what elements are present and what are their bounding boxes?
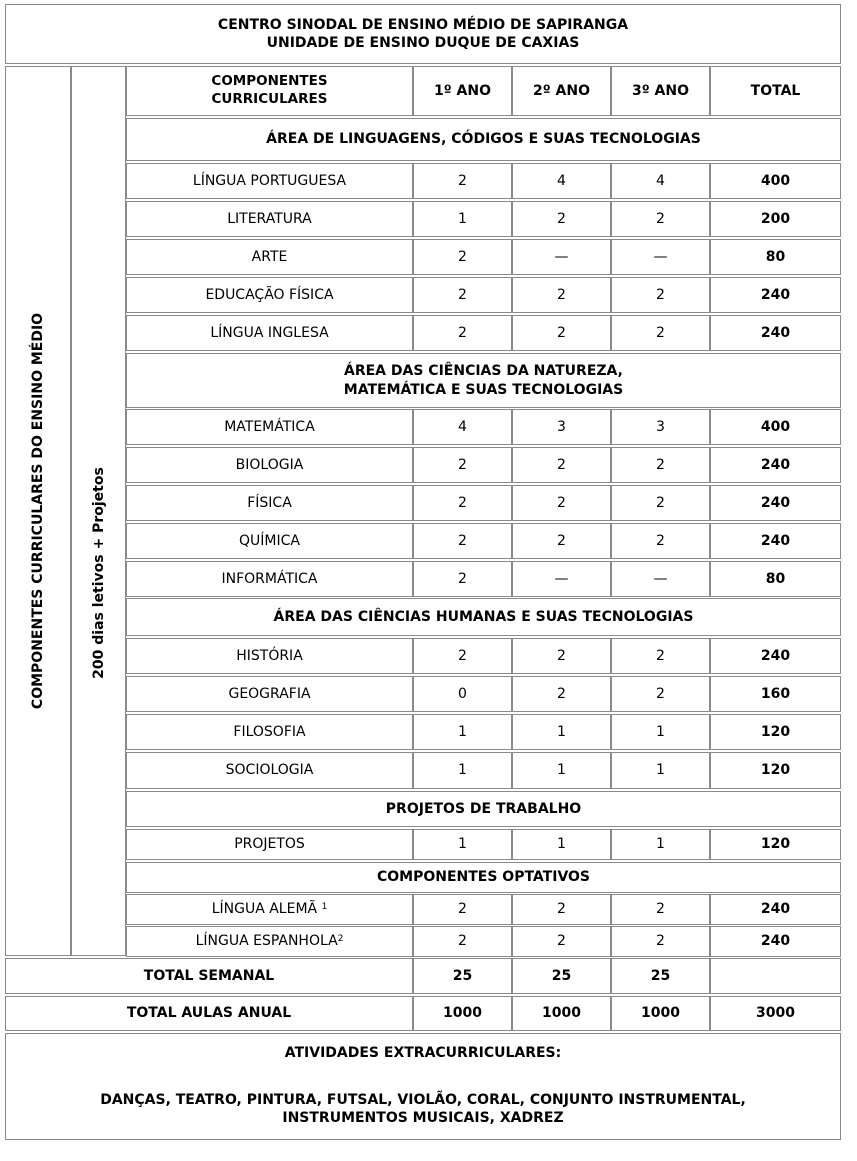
year2-value: 2	[512, 201, 611, 237]
area-header-linguagens: ÁREA DE LINGUAGENS, CÓDIGOS E SUAS TECNOLOGIAS	[126, 118, 841, 161]
year2-value: 4	[512, 163, 611, 199]
year1-value: 0	[413, 676, 512, 712]
extracurricular-line2: INSTRUMENTOS MUSICAIS, XADREZ	[282, 1110, 564, 1127]
school-name: CENTRO SINODAL DE ENSINO MÉDIO DE SAPIRANGA	[217, 16, 629, 33]
area-header-optativos: COMPONENTES OPTATIVOS	[126, 862, 841, 893]
total-value: 240	[710, 315, 841, 351]
component-name: BIOLOGIA	[126, 447, 413, 483]
year1-value: 1	[413, 201, 512, 237]
total-value: 240	[710, 447, 841, 483]
year3-value: —	[611, 561, 710, 597]
total-semanal-label: TOTAL SEMANAL	[5, 958, 413, 994]
component-name: QUÍMICA	[126, 523, 413, 559]
area-header-projetos: PROJETOS DE TRABALHO	[126, 791, 841, 827]
year2-value: 2	[512, 894, 611, 925]
component-name	[126, 894, 413, 925]
area-header-ciencias-natureza	[126, 353, 841, 408]
total-value: 80	[710, 239, 841, 275]
year2-value: 2	[512, 676, 611, 712]
year3-value: 1	[611, 829, 710, 860]
year1-value: 1000	[413, 996, 512, 1031]
year2-value: —	[512, 239, 611, 275]
year2-value: 1000	[512, 996, 611, 1031]
year2-value: —	[512, 561, 611, 597]
total-value: 160	[710, 676, 841, 712]
year1-value: 2	[413, 315, 512, 351]
components-ensino-medio-label: COMPONENTES CURRICULARES DO ENSINO MÉDIO	[30, 312, 46, 710]
year1-value: 2	[413, 561, 512, 597]
component-name: INFORMÁTICA	[126, 561, 413, 597]
col-header-year2: 2º ANO	[512, 66, 611, 116]
side-label-inner	[71, 66, 126, 956]
component-name-text: LÍNGUA ESPANHOLA	[195, 933, 338, 950]
document-header	[5, 4, 841, 64]
year3-value: 1	[611, 752, 710, 789]
year3-value: 1	[611, 714, 710, 750]
component-name-text: LÍNGUA ALEMÃ	[211, 901, 318, 918]
component-name: LÍNGUA INGLESA	[126, 315, 413, 351]
year2-value: 2	[512, 277, 611, 313]
year1-value: 2	[413, 926, 512, 957]
year2-value: 1	[512, 752, 611, 789]
total-value: 80	[710, 561, 841, 597]
area-header-line1: ÁREA DAS CIÊNCIAS DA NATUREZA,	[344, 363, 623, 380]
year3-value: 2	[611, 926, 710, 957]
col-header-year1: 1º ANO	[413, 66, 512, 116]
year1-value: 2	[413, 894, 512, 925]
dias-letivos-label: 200 dias letivos + Projetos	[90, 467, 107, 679]
component-name: FILOSOFIA	[126, 714, 413, 750]
component-name: GEOGRAFIA	[126, 676, 413, 712]
year3-value: 25	[611, 958, 710, 994]
total-value: 200	[710, 201, 841, 237]
year2-value: 1	[512, 829, 611, 860]
year2-value: 3	[512, 409, 611, 445]
total-anual-label: TOTAL AULAS ANUAL	[5, 996, 413, 1031]
total-value: 120	[710, 752, 841, 789]
year3-value: —	[611, 239, 710, 275]
year1-value: 2	[413, 239, 512, 275]
total-value: 120	[710, 829, 841, 860]
col-header-component	[126, 66, 413, 116]
side-label-outer	[5, 66, 71, 956]
component-name: SOCIOLOGIA	[126, 752, 413, 789]
extracurricular-section	[5, 1033, 841, 1140]
total-value: 240	[710, 638, 841, 674]
year1-value: 2	[413, 638, 512, 674]
component-name: FÍSICA	[126, 485, 413, 521]
col-header-component-label: COMPONENTES CURRICULARES	[211, 73, 328, 107]
extracurricular-title: ATIVIDADES EXTRACURRICULARES:	[284, 1045, 562, 1061]
year3-value: 2	[611, 676, 710, 712]
year3-value: 2	[611, 638, 710, 674]
year1-value: 2	[413, 277, 512, 313]
total-value: 240	[710, 894, 841, 925]
year1-value: 1	[413, 752, 512, 789]
year2-value: 2	[512, 926, 611, 957]
year1-value: 1	[413, 714, 512, 750]
component-name: LITERATURA	[126, 201, 413, 237]
total-value: 400	[710, 409, 841, 445]
footnote-marker: 1	[321, 901, 328, 912]
year1-value: 2	[413, 447, 512, 483]
component-name: HISTÓRIA	[126, 638, 413, 674]
col-header-year3: 3º ANO	[611, 66, 710, 116]
year3-value: 2	[611, 315, 710, 351]
year2-value: 1	[512, 714, 611, 750]
year3-value: 2	[611, 447, 710, 483]
area-header-line2: MATEMÁTICA E SUAS TECNOLOGIAS	[343, 381, 624, 398]
component-name: LÍNGUA PORTUGUESA	[126, 163, 413, 199]
component-name	[126, 926, 413, 957]
year3-value: 2	[611, 277, 710, 313]
component-name: EDUCAÇÃO FÍSICA	[126, 277, 413, 313]
component-name: ARTE	[126, 239, 413, 275]
year1-value: 25	[413, 958, 512, 994]
year3-value: 1000	[611, 996, 710, 1031]
total-value: 400	[710, 163, 841, 199]
area-header-humanas: ÁREA DAS CIÊNCIAS HUMANAS E SUAS TECNOLOGIAS	[126, 598, 841, 636]
total-value: 3000	[710, 996, 841, 1031]
total-value: 240	[710, 485, 841, 521]
year2-value: 2	[512, 638, 611, 674]
unit-name: UNIDADE DE ENSINO DUQUE DE CAXIAS	[266, 35, 580, 51]
year3-value: 4	[611, 163, 710, 199]
year3-value: 3	[611, 409, 710, 445]
total-value: 120	[710, 714, 841, 750]
total-value: 240	[710, 926, 841, 957]
total-value: 240	[710, 277, 841, 313]
component-name: MATEMÁTICA	[126, 409, 413, 445]
component-name: PROJETOS	[126, 829, 413, 860]
extracurricular-line1: DANÇAS, TEATRO, PINTURA, FUTSAL, VIOLÃO, CORAL, CONJUNTO INSTRUMENTAL,	[100, 1092, 746, 1109]
col-header-total: TOTAL	[710, 66, 841, 116]
total-value	[710, 958, 841, 994]
year2-value: 2	[512, 447, 611, 483]
total-value: 240	[710, 523, 841, 559]
year1-value: 2	[413, 523, 512, 559]
footnote-marker: 2	[337, 933, 344, 944]
year1-value: 1	[413, 829, 512, 860]
year2-value: 25	[512, 958, 611, 994]
year3-value: 2	[611, 894, 710, 925]
year2-value: 2	[512, 485, 611, 521]
year1-value: 2	[413, 485, 512, 521]
year3-value: 2	[611, 485, 710, 521]
year1-value: 2	[413, 163, 512, 199]
year3-value: 2	[611, 523, 710, 559]
year3-value: 2	[611, 201, 710, 237]
year1-value: 4	[413, 409, 512, 445]
year2-value: 2	[512, 315, 611, 351]
year2-value: 2	[512, 523, 611, 559]
